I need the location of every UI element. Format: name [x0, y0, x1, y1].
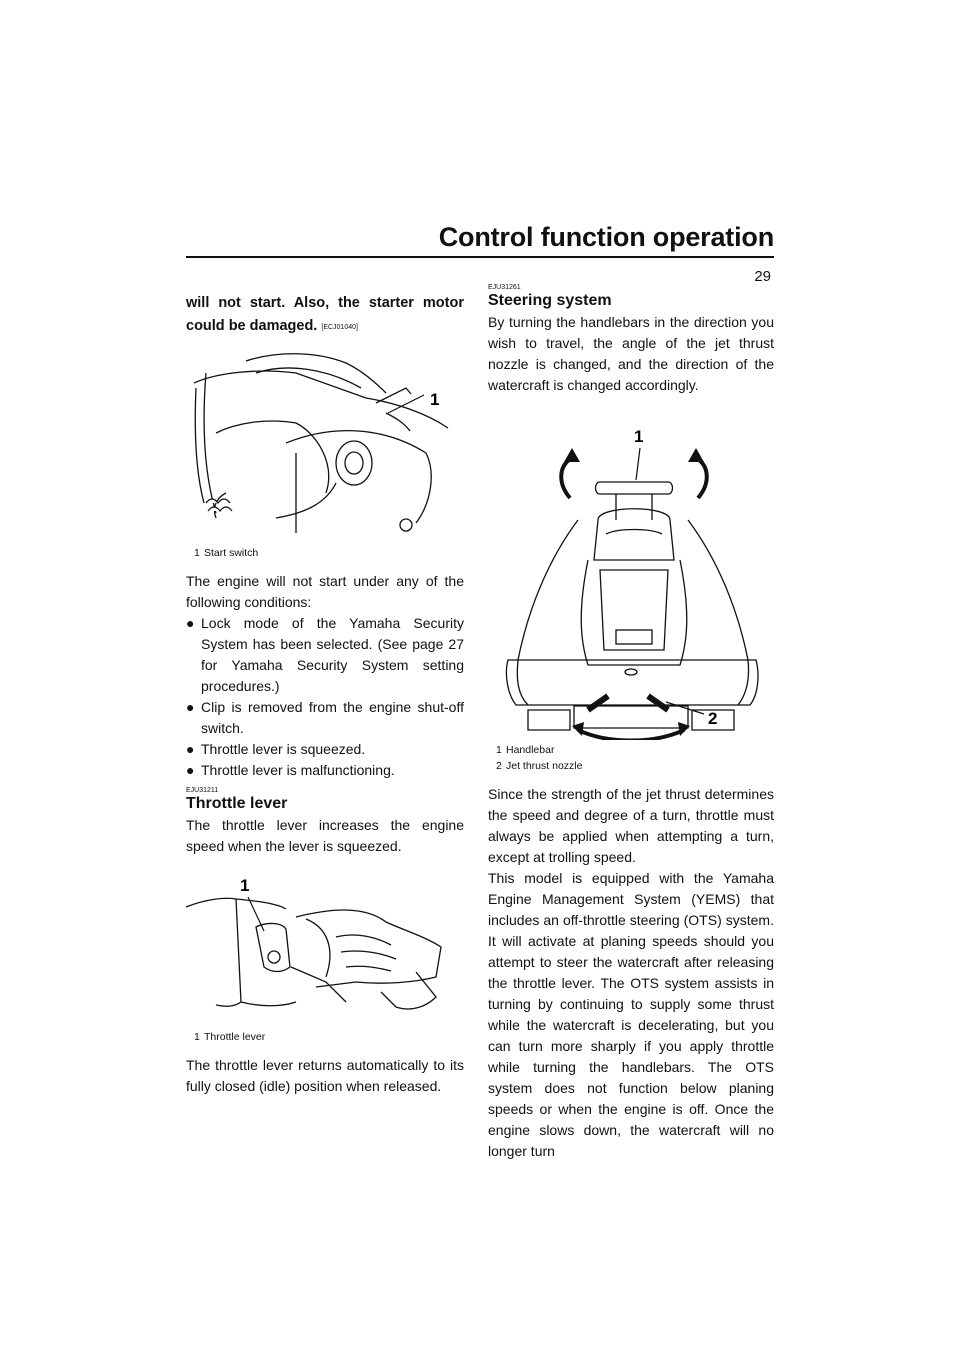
fig1-callout: 1 [430, 390, 440, 409]
page-title: Control function operation [438, 222, 774, 252]
steering-figure [488, 410, 774, 740]
fig3-caption: 1 Handlebar 2 Jet thrust nozzle [496, 744, 583, 772]
fig3-callout-2: 2 [708, 709, 718, 728]
steering-paragraph-3: This model is equipped with the Yamaha Engine Management System (YEMS) that includes an off-throttle steering (OTS) system. It will activate at planing speeds should you attempt to steer the watercraft after releasing the throttle lever. The OTS system assists in turning by continuing to supply some thrust while the watercraft is decelerating, but you can turn more sharply if you apply throttle while turning the handlebars. The OTS system does not function below planing speeds or when the engine is off. Once the engine slows down, the watercraft will no longer turn [488, 870, 774, 1159]
conditions-list [186, 613, 464, 781]
steering-paragraph-2: Since the strength of the jet thrust determines the speed and degree of a turn, throttle must always be applied when attempting a turn, except at trolling speed. [488, 786, 774, 865]
conditions-intro: The engine will not start under any of the following conditions: [186, 573, 464, 610]
throttle-lever-illustration [186, 867, 464, 1027]
right-column [488, 284, 774, 1162]
throttle-paragraph-2: The throttle lever returns automatically to its fully closed (idle) position when released. [186, 1057, 464, 1094]
start-switch-figure [186, 343, 464, 543]
throttle-heading: Throttle lever [186, 795, 288, 812]
fig2-callout: 1 [240, 876, 250, 895]
list-item: ● Throttle lever is squeezed. [186, 741, 366, 757]
steering-paragraph-1: By turning the handlebars in the direction you wish to travel, the angle of the jet thrust nozzle is changed, and the direction of the watercraft is changed accordingly. [488, 314, 774, 393]
steering-heading: Steering system [488, 292, 612, 309]
header-rule [186, 256, 774, 258]
steering-section-code: EJU31261 [488, 284, 521, 291]
fig3-callout-1: 1 [634, 427, 644, 446]
throttle-lever-figure [186, 867, 464, 1027]
warning-code: [ECJ01040] [321, 324, 358, 331]
left-column [186, 292, 464, 1097]
list-item: ● Lock mode of the Yamaha Security System has been selected. (See page 27 for Yamaha Security System setting procedures.) [186, 615, 464, 694]
throttle-section-code: EJU31211 [186, 787, 219, 794]
list-item: ● Throttle lever is malfunctioning. [186, 762, 395, 778]
page-number: 29 [754, 268, 771, 285]
start-switch-illustration [186, 343, 464, 543]
steering-illustration [488, 410, 774, 740]
warning-continuation: will not start. Also, the starter motor could be damaged. [ECJ01040] [186, 295, 464, 334]
list-item: ● Clip is removed from the engine shut-off switch. [186, 699, 464, 736]
throttle-paragraph-1: The throttle lever increases the engine speed when the lever is squeezed. [186, 817, 464, 854]
fig1-caption: 1 Start switch [194, 547, 259, 559]
fig2-caption: 1 Throttle lever [194, 1031, 266, 1043]
